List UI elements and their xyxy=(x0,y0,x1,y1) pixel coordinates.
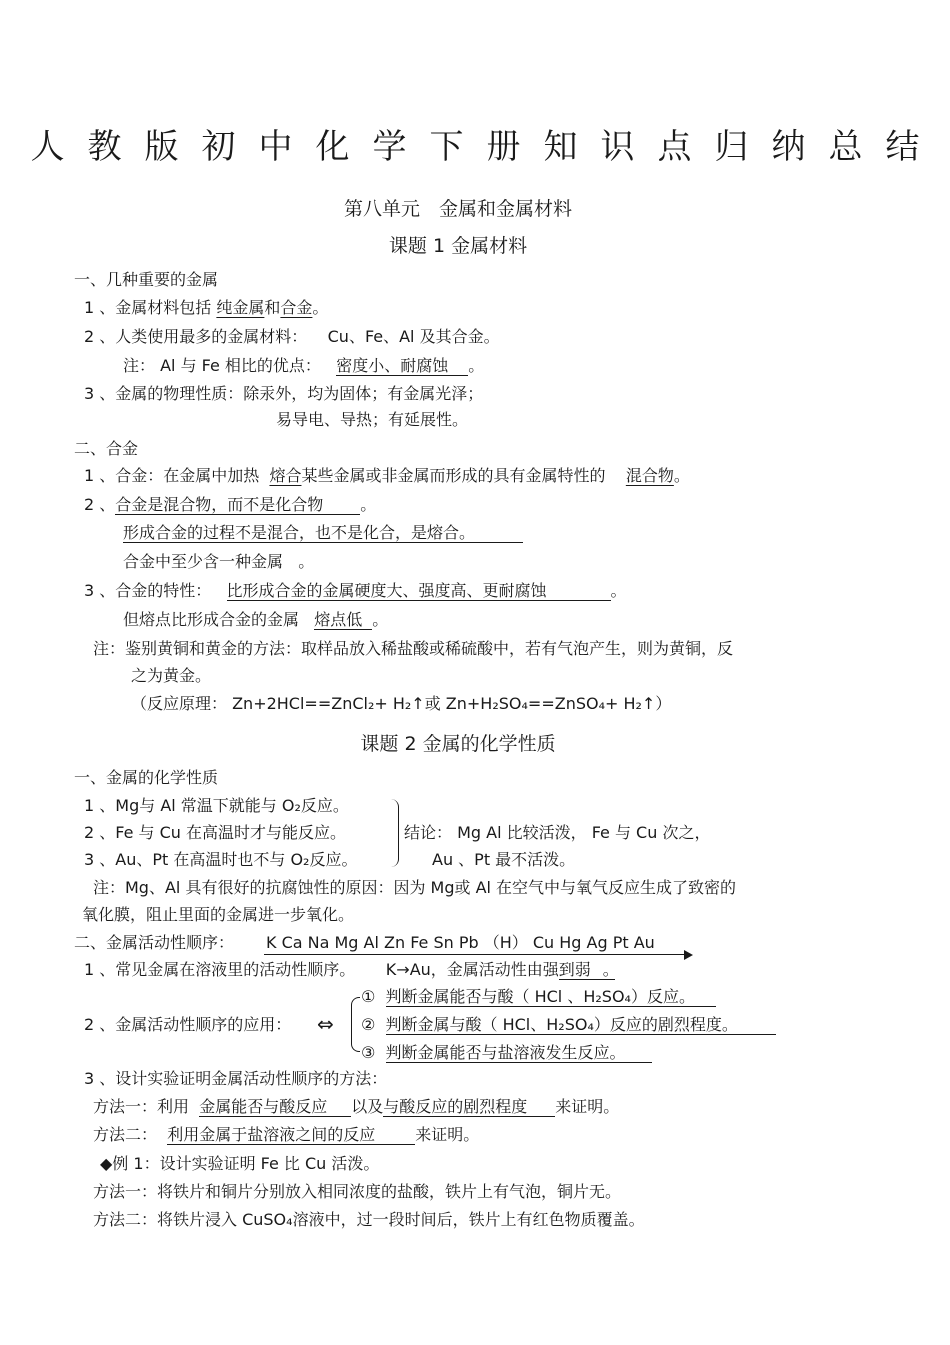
application-item: ② 判断金属与酸（ HCl、H₂SO₄）反应的剧烈程度。 xyxy=(361,1014,776,1036)
method-line: 方法一：利用 金属能否与酸反应 以及与酸反应的剧烈程度 来证明。 xyxy=(93,1097,620,1116)
right-brace xyxy=(388,799,399,867)
text-line: 1 、金属材料包括 纯金属和合金。 xyxy=(84,298,329,317)
text-line: 2 、人类使用最多的金属材料： Cu、Fe、Al 及其合金。 xyxy=(84,327,500,346)
text-line: 合金中至少含一种金属 。 xyxy=(123,552,315,571)
lesson1-title: 课题 1 金属材料 xyxy=(388,235,528,257)
application-item: ① 判断金属能否与酸（ HCl 、H₂SO₄）反应。 xyxy=(361,986,716,1008)
left-brace xyxy=(351,997,360,1025)
section-heading: 二、合金 xyxy=(74,439,139,458)
text-line: 3 、Au、Pt 在高温时也不与 O₂反应。 xyxy=(84,850,358,869)
note-line: 氧化膜，阻止里面的金属进一步氧化。 xyxy=(82,905,355,924)
text-line: 2 、合金是混合物，而不是化合物 。 xyxy=(84,495,377,514)
note-line: 注：Mg、Al 具有很好的抗腐蚀性的原因：因为 Mg或 Al 在空气中与氧气反应生成了致密的 xyxy=(93,878,737,897)
section-heading: 二、金属活动性顺序： xyxy=(74,933,235,952)
text-line: 3 、合金的特性： 比形成合金的金属硬度大、强度高、更耐腐蚀 。 xyxy=(84,581,627,600)
text-line: 2 、金属活动性顺序的应用： xyxy=(84,1015,292,1034)
text-line: 1 、Mg与 Al 常温下就能与 O₂反应。 xyxy=(84,796,349,815)
arrow-right-icon xyxy=(684,950,693,960)
series-arrow-line xyxy=(264,954,684,955)
example-method: 方法二：将铁片浸入 CuSO₄溶液中，过一段时间后，铁片上有红色物质覆盖。 xyxy=(93,1210,645,1229)
text-line: 3 、设计实验证明金属活动性顺序的方法： xyxy=(84,1069,388,1088)
section-heading: 一、几种重要的金属 xyxy=(74,270,219,289)
application-item: ③ 判断金属能否与盐溶液发生反应。 xyxy=(361,1042,652,1064)
text-line: 但熔点比形成合金的金属 熔点低 。 xyxy=(123,610,389,629)
double-arrow-icon: ⇔ xyxy=(317,1012,334,1036)
unit-title: 第八单元 金属和金属材料 xyxy=(343,198,572,220)
method-line: 方法二： 利用金属于盐溶液之间的反应 来证明。 xyxy=(93,1125,480,1144)
lesson2-title: 课题 2 金属的化学性质 xyxy=(360,733,556,755)
conclusion-line: Au 、Pt 最不活泼。 xyxy=(432,850,576,869)
note-line: 之为黄金。 xyxy=(131,666,212,685)
example-title: ◆例 1：设计实验证明 Fe 比 Cu 活泼。 xyxy=(100,1154,380,1173)
text-line: 易导电、导热；有延展性。 xyxy=(276,410,469,429)
note-line: 注：鉴别黄铜和黄金的方法：取样品放入稀盐酸或稀硫酸中，若有气泡产生，则为黄铜，反 xyxy=(93,639,734,658)
text-line: 1 、合金：在金属中加热 熔合某些金属或非金属而形成的具有金属特性的 混合物。 xyxy=(84,466,690,485)
document-title: 人教版初中化学下册知识点归纳总结 xyxy=(30,127,943,167)
activity-series: K Ca Na Mg Al Zn Fe Sn Pb （H） Cu Hg Ag Pt Au xyxy=(266,933,655,952)
conclusion-line: 结论： Mg Al 比较活泼， Fe 与 Cu 次之， xyxy=(404,823,711,842)
section-heading: 一、金属的化学性质 xyxy=(74,768,219,787)
text-line: 注： Al 与 Fe 相比的优点： 密度小、耐腐蚀 。 xyxy=(123,356,485,375)
text-line: 2 、Fe 与 Cu 在高温时才与能反应。 xyxy=(84,823,347,842)
text-line: 形成合金的过程不是混合，也不是化合，是熔合。 xyxy=(123,522,523,544)
text-line: 3 、金属的物理性质：除汞外，均为固体；有金属光泽； xyxy=(84,384,484,403)
left-brace xyxy=(351,1024,360,1052)
text-line: 1 、常见金属在溶液里的活动性顺序。 K→Au，金属活动性由强到弱 。 xyxy=(84,960,619,979)
reaction-principle: （反应原理： Zn+2HCl==ZnCl₂+ H₂↑或 Zn+H₂SO₄==ZnSO₄+ H₂↑） xyxy=(131,694,672,713)
example-method: 方法一：将铁片和铜片分别放入相同浓度的盐酸，铁片上有气泡，铜片无。 xyxy=(93,1182,622,1201)
